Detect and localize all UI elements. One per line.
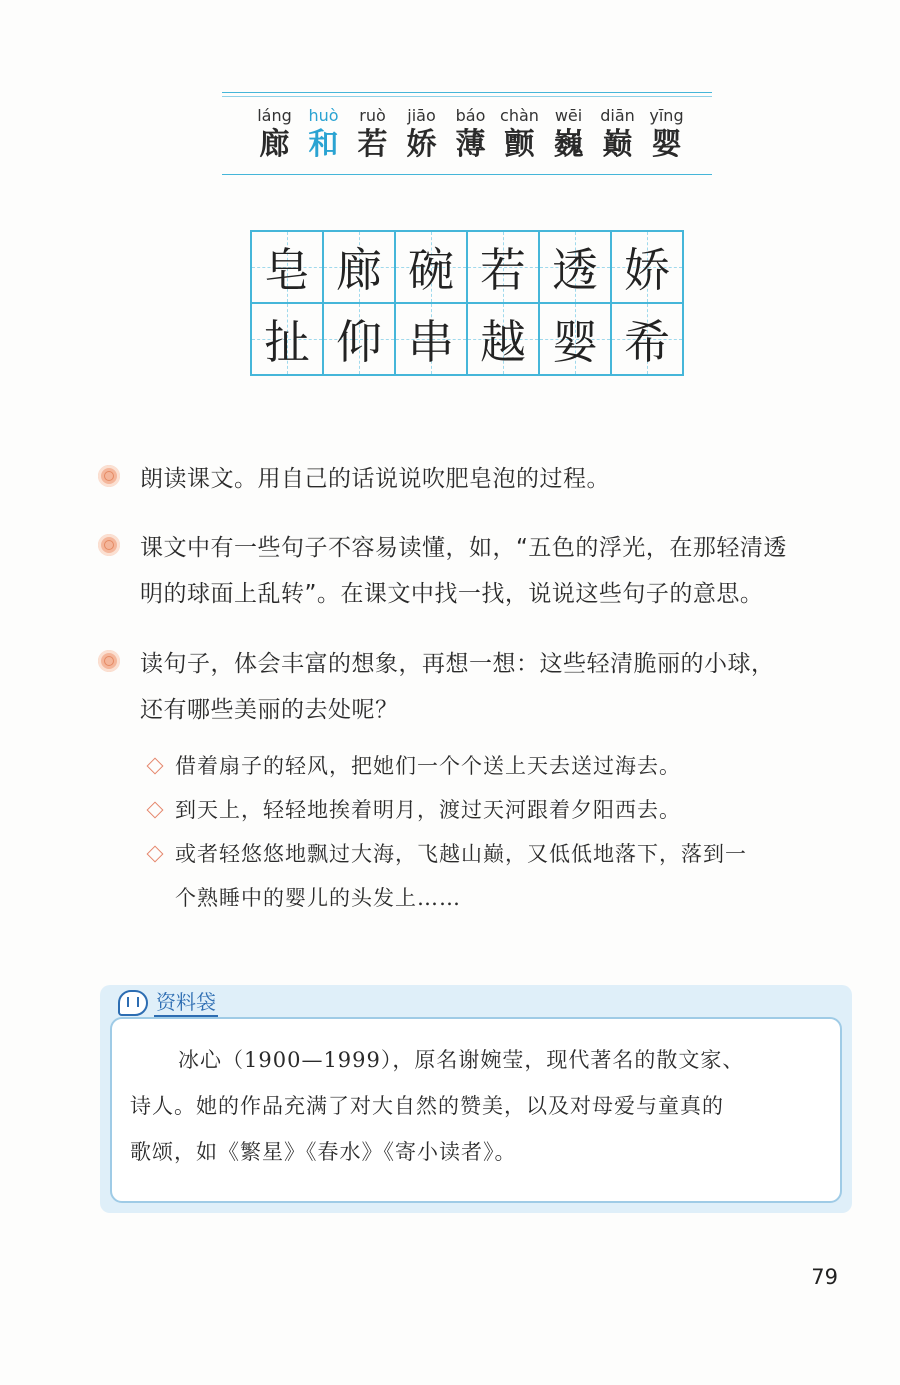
new-characters-strip — [222, 92, 712, 178]
diamond-bullet-icon — [147, 802, 164, 819]
diamond-bullet-icon — [147, 846, 164, 863]
info-line: 冰心（1900—1999），原名谢婉莹，现代著名的散文家、 — [178, 1048, 745, 1072]
info-box-title: 资料袋 — [154, 989, 218, 1017]
strip-bottom-rule — [222, 174, 712, 175]
grid-character: 若 — [480, 243, 526, 297]
character-item — [544, 106, 593, 164]
pinyin-label: ruò — [359, 106, 386, 125]
example-line: 到天上，轻轻地挨着明月，渡过天河跟着夕阳西去。 — [175, 798, 681, 822]
exercise-line: 朗读课文。用自己的话说说吹肥皂泡的过程。 — [140, 466, 610, 492]
character-item — [348, 106, 397, 164]
example-item — [145, 832, 865, 920]
grid-character: 廊 — [336, 243, 382, 297]
grid-character: 越 — [480, 315, 526, 369]
pinyin-label: huò — [308, 106, 339, 125]
hanzi-character: 婴 — [651, 127, 682, 162]
hanzi-character: 颤 — [504, 127, 535, 162]
exercise-text — [140, 641, 858, 733]
pinyin-label: yīng — [649, 106, 684, 125]
character-item — [397, 106, 446, 164]
grid-cell — [323, 231, 395, 303]
example-item — [145, 744, 865, 788]
grid-character: 希 — [624, 315, 670, 369]
exercise-line: 还有哪些美丽的去处呢？ — [140, 697, 399, 723]
grid-cell — [611, 303, 683, 375]
info-box-text — [130, 1037, 840, 1175]
grid-cell — [323, 303, 395, 375]
pinyin-label: wēi — [554, 106, 583, 125]
exercise-3 — [98, 641, 858, 733]
strip-items — [250, 106, 710, 164]
grid-character: 扯 — [264, 315, 310, 369]
grid-cell — [395, 231, 467, 303]
strip-top-rule — [222, 92, 712, 93]
info-line: 诗人。她的作品充满了对大自然的赞美，以及对母爱与童真的 — [130, 1094, 724, 1118]
pinyin-label: jiāo — [407, 106, 436, 125]
example-line: 个熟睡中的婴儿的头发上…… — [175, 886, 461, 910]
grid-cell — [611, 231, 683, 303]
hanzi-character: 巅 — [602, 127, 633, 162]
pinyin-label: báo — [455, 106, 486, 125]
example-item — [145, 788, 865, 832]
grid-character: 娇 — [624, 243, 670, 297]
grid-character: 串 — [408, 315, 454, 369]
grid-character: 碗 — [408, 243, 454, 297]
info-line: 歌颂，如《繁星》《春水》《寄小读者》。 — [130, 1140, 517, 1164]
exercise-bullet-icon — [98, 465, 120, 487]
grid-cell — [395, 303, 467, 375]
hanzi-character: 若 — [357, 127, 388, 162]
pinyin-label: chàn — [500, 106, 539, 125]
exercise-2 — [98, 525, 858, 617]
exercise-line: 读句子，体会丰富的想象，再想一想：这些轻清脆丽的小球， — [140, 651, 775, 677]
grid-cell — [467, 231, 539, 303]
character-item — [299, 106, 348, 164]
hanzi-character: 娇 — [406, 127, 437, 162]
page-number: 79 — [811, 1265, 838, 1289]
grid-cell — [467, 303, 539, 375]
info-box — [100, 985, 852, 1213]
diamond-bullet-icon — [147, 758, 164, 775]
strip-top-rule-thin — [222, 96, 712, 97]
hanzi-character: 巍 — [553, 127, 584, 162]
grid-character: 透 — [552, 243, 598, 297]
example-line: 或者轻悠悠地飘过大海，飞越山巅，又低低地落下，落到一 — [175, 842, 747, 866]
pinyin-label: láng — [257, 106, 292, 125]
grid-cell — [539, 231, 611, 303]
character-item — [495, 106, 544, 164]
grid-cell — [539, 303, 611, 375]
hanzi-character: 薄 — [455, 127, 486, 162]
character-item — [593, 106, 642, 164]
hanzi-character: 和 — [308, 127, 339, 162]
hanzi-character: 廊 — [259, 127, 290, 162]
exercise-bullet-icon — [98, 650, 120, 672]
character-item — [642, 106, 691, 164]
grid-character: 仰 — [336, 315, 382, 369]
exercise-text — [140, 456, 858, 502]
exercise-text — [140, 525, 858, 617]
exercise-bullet-icon — [98, 534, 120, 556]
example-sentences — [145, 744, 865, 920]
exercise-1 — [98, 456, 858, 502]
exercise-line: 课文中有一些句子不容易读懂，如，“五色的浮光，在那轻清透 — [140, 535, 787, 561]
example-line: 借着扇子的轻风，把她们一个个送上天去送过海去。 — [175, 754, 681, 778]
character-item — [446, 106, 495, 164]
exercise-line: 明的球面上乱转”。在课文中找一找，说说这些句子的意思。 — [140, 581, 764, 607]
info-box-header — [118, 989, 218, 1017]
character-item — [250, 106, 299, 164]
grid-character: 婴 — [552, 315, 598, 369]
book-bag-icon — [118, 990, 148, 1016]
writing-grid — [250, 230, 684, 376]
grid-cell — [251, 303, 323, 375]
grid-cell — [251, 231, 323, 303]
grid-character: 皂 — [264, 243, 310, 297]
pinyin-label: diān — [600, 106, 635, 125]
